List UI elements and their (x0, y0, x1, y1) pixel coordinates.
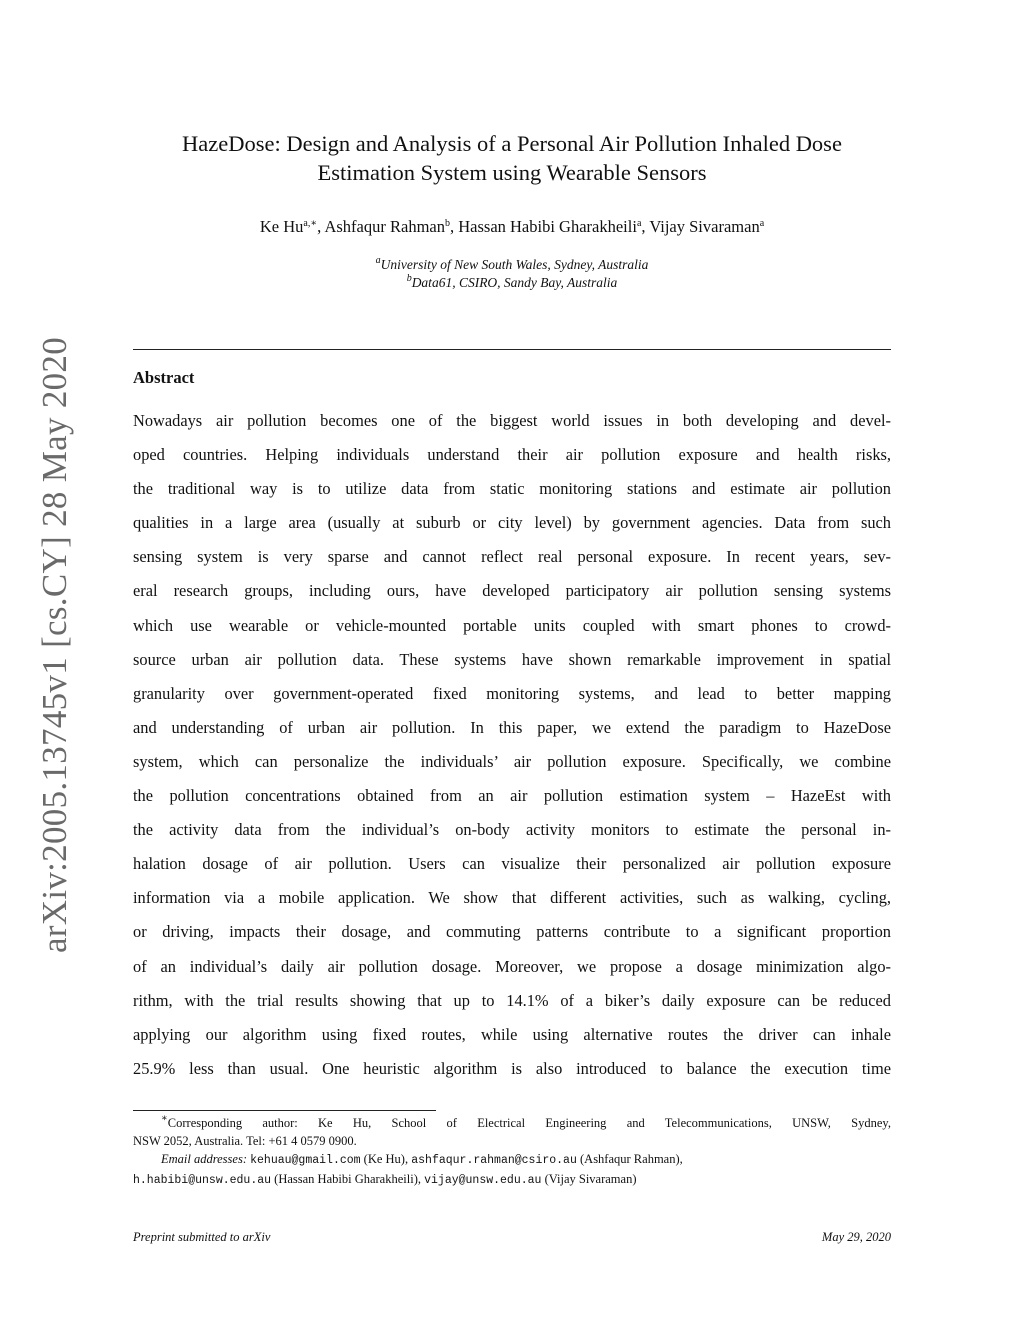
affiliation-list (133, 256, 891, 292)
abstract-line: eral research groups, including ours, have developed participatory air pollution sensing systems (133, 581, 891, 601)
author-affiliation-marker: a (759, 218, 765, 229)
email-link[interactable]: h.habibi@unsw.edu.au (133, 1174, 272, 1187)
paper-title (133, 129, 891, 187)
abstract-heading: Abstract (133, 368, 195, 387)
email-owner: (Ashfaqur Rahman), (576, 1152, 683, 1166)
author-affiliation-marker: a,∗ (303, 218, 318, 229)
abstract-line: system, which can personalize the individuals’ air pollution exposure. Specifically, we combine (133, 751, 891, 771)
author-name: Vijay Sivaraman (649, 217, 760, 236)
affiliation-marker: a (375, 255, 381, 266)
abstract-body (133, 408, 891, 1090)
corresponding-author-address: NSW 2052, Australia. Tel: +61 4 0579 0900. (133, 1134, 357, 1148)
affiliation-text: University of New South Wales, Sydney, Australia (380, 257, 649, 272)
author-list (133, 216, 891, 238)
email-owner: (Vijay Sivaraman) (541, 1172, 637, 1186)
affiliation-item (133, 274, 891, 292)
footnote-rule (133, 1110, 436, 1111)
author-affiliation-marker: b (444, 218, 450, 229)
abstract-line: granularity over government-operated fixed monitoring systems, and lead to better mapping (133, 683, 891, 703)
abstract-line: source urban air pollution data. These systems have shown remarkable improvement in spatial (133, 649, 891, 669)
paper-title-line-1: HazeDose: Design and Analysis of a Personal Air Pollution Inhaled Dose (182, 131, 842, 156)
corresponding-author-text: Corresponding author: Ke Hu, School of Electrical Engineering and Telecommunications, UNSW, Sydney, (167, 1116, 891, 1130)
affiliation-item (133, 256, 891, 274)
submission-date: May 29, 2020 (821, 1230, 891, 1244)
author-separator: , (641, 217, 650, 236)
email-link[interactable]: kehuau@gmail.com (250, 1154, 361, 1167)
email-link[interactable]: ashfaqur.rahman@csiro.au (411, 1154, 577, 1167)
author-separator: , (449, 217, 459, 236)
author-separator: , (317, 217, 325, 236)
abstract-line: of an individual’s daily air pollution dosage. Moreover, we propose a dosage minimization algo- (133, 956, 891, 976)
author-name: Ke Hu (259, 217, 304, 236)
author-name: Ashfaqur Rahman (324, 217, 445, 236)
arxiv-identifier-stamp: arXiv:2005.13745v1 [cs.CY] 28 May 2020 (35, 336, 74, 954)
abstract-line: Nowadays air pollution becomes one of the biggest world issues in both developing and devel- (133, 411, 891, 430)
email-link[interactable]: vijay@unsw.edu.au (424, 1174, 542, 1187)
corresponding-marker: ∗ (161, 1113, 168, 1124)
email-owner: (Hassan Habibi Gharakheili), (271, 1172, 425, 1186)
abstract-line: or driving, impacts their dosage, and commuting patterns contribute to a significant proportion (133, 922, 891, 942)
email-label: Email addresses: (161, 1152, 247, 1166)
abstract-line: 25.9% less than usual. One heuristic algorithm is also introduced to balance the execution time (133, 1058, 891, 1078)
author-name: Hassan Habibi Gharakheili (458, 217, 637, 236)
email-owner: (Ke Hu), (360, 1152, 412, 1166)
paper-title-line-2: Estimation System using Wearable Sensors (317, 160, 707, 185)
abstract-line: the traditional way is to utilize data from static monitoring stations and estimate air pollution (133, 479, 891, 499)
abstract-line: the pollution concentrations obtained from an air pollution estimation system – HazeEst with (133, 786, 891, 806)
abstract-line: information via a mobile application. We show that different activities, such as walking, cycling, (133, 888, 891, 908)
abstract-line: halation dosage of air pollution. Users can visualize their personalized air pollution exposure (133, 854, 891, 874)
affiliation-text: Data61, CSIRO, Sandy Bay, Australia (411, 275, 618, 290)
abstract-line: qualities in a large area (usually at suburb or city level) by government agencies. Data from such (133, 513, 891, 533)
abstract-top-rule (133, 349, 891, 350)
abstract-line: rithm, with the trial results showing that up to 14.1% of a biker’s daily exposure can be reduced (133, 990, 891, 1010)
preprint-note: Preprint submitted to arXiv (133, 1230, 271, 1244)
abstract-line: sensing system is very sparse and cannot reflect real personal exposure. In recent years, sev- (133, 547, 891, 567)
abstract-line: applying our algorithm using fixed routes, while using alternative routes the driver can inhale (133, 1024, 891, 1044)
footnote (133, 1114, 891, 1190)
email-addresses-line (133, 1150, 891, 1170)
author-affiliation-marker: a (636, 218, 642, 229)
abstract-line: which use wearable or vehicle-mounted portable units coupled with smart phones to crowd- (133, 615, 891, 635)
email-addresses-line (133, 1170, 891, 1190)
abstract-line: the activity data from the individual’s on-body activity monitors to estimate the personal in- (133, 820, 891, 840)
abstract-line: and understanding of urban air pollution. In this paper, we extend the paradigm to HazeDose (133, 717, 891, 737)
corresponding-author-note (133, 1114, 891, 1132)
abstract-line: oped countries. Helping individuals understand their air pollution exposure and health risks, (133, 445, 891, 465)
affiliation-marker: b (406, 273, 412, 284)
